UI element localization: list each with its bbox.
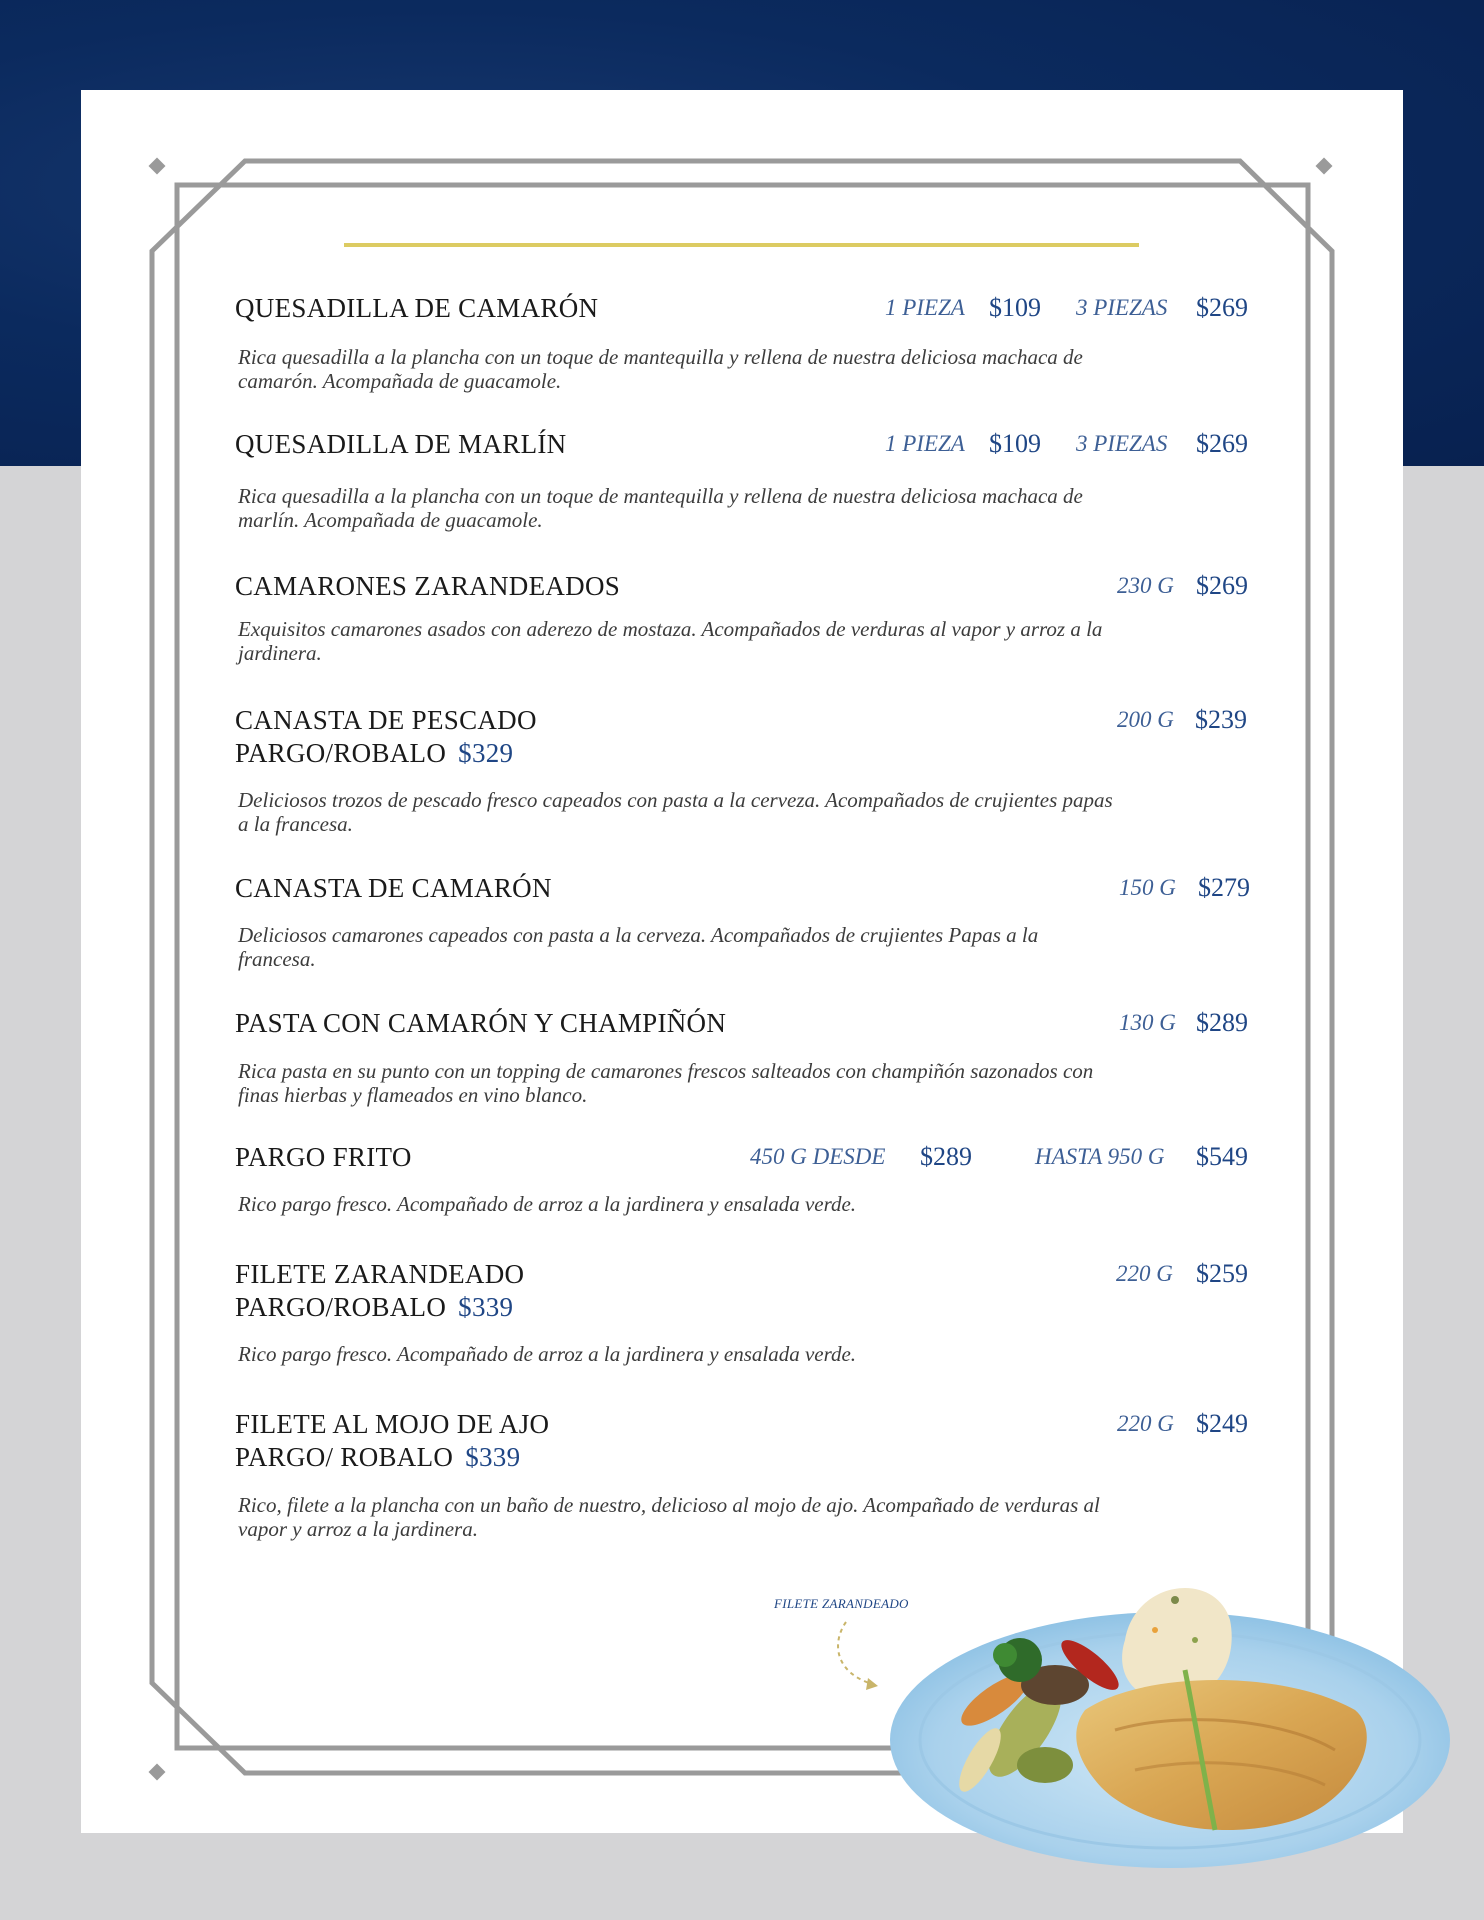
item-description: Deliciosos trozos de pescado fresco capeados con pasta a la cerveza. Acompañados de crujientes papas a la francesa. <box>238 788 1113 836</box>
price: $289 <box>920 1142 972 1171</box>
item-name: PARGO FRITO <box>235 1142 412 1172</box>
portion-label: HASTA 950 G <box>1035 1144 1165 1169</box>
item-subline <box>235 1290 513 1324</box>
subline-price: $329 <box>458 738 514 768</box>
price: $269 <box>1196 429 1248 458</box>
price: $279 <box>1198 873 1250 902</box>
item-name: PASTA CON CAMARÓN Y CHAMPIÑÓN <box>235 1008 727 1038</box>
diamond-ornament-top-left <box>149 158 166 175</box>
portion-label: 130 G <box>1119 1010 1176 1035</box>
portion-label: 220 G <box>1117 1411 1174 1436</box>
price: $109 <box>989 429 1041 458</box>
price: $269 <box>1196 571 1248 600</box>
item-name: QUESADILLA DE CAMARÓN <box>235 293 599 323</box>
portion-label: 150 G <box>1119 875 1176 900</box>
item-subline <box>235 1440 520 1474</box>
price: $239 <box>1195 705 1247 734</box>
price: $549 <box>1196 1142 1248 1171</box>
gold-title-rule <box>344 243 1139 247</box>
portion-label: 3 PIEZAS <box>1076 431 1168 456</box>
item-name: QUESADILLA DE MARLÍN <box>235 429 567 459</box>
item-name: CANASTA DE CAMARÓN <box>235 873 552 903</box>
diamond-ornament-bottom-left <box>149 1764 166 1781</box>
portion-label: 1 PIEZA <box>885 295 965 320</box>
fish-options: PARGO/ROBALO <box>235 1292 447 1322</box>
price: $289 <box>1196 1008 1248 1037</box>
fish-options: PARGO/ ROBALO <box>235 1442 454 1472</box>
price: $249 <box>1196 1409 1248 1438</box>
price: $269 <box>1196 293 1248 322</box>
item-name: FILETE ZARANDEADO <box>235 1259 525 1289</box>
item-description: Exquisitos camarones asados con aderezo de mostaza. Acompañados de verduras al vapor y arroz a la jardinera. <box>238 617 1103 665</box>
portion-label: 1 PIEZA <box>885 431 965 456</box>
portion-label: 220 G <box>1116 1261 1173 1286</box>
item-subline <box>235 736 513 770</box>
item-description: Rico pargo fresco. Acompañado de arroz a la jardinera y ensalada verde. <box>238 1192 857 1216</box>
item-name: FILETE AL MOJO DE AJO <box>235 1409 550 1439</box>
portion-label: 3 PIEZAS <box>1076 295 1168 320</box>
item-description: Rica quesadilla a la plancha con un toque de mantequilla y rellena de nuestra deliciosa machaca de marlín. Acompañada de guacamole. <box>238 484 1083 532</box>
price: $109 <box>989 293 1041 322</box>
item-name: CANASTA DE PESCADO <box>235 705 537 735</box>
fish-options: PARGO/ROBALO <box>235 738 447 768</box>
portion-label: 230 G <box>1117 573 1174 598</box>
price: $259 <box>1196 1259 1248 1288</box>
item-description: Rica quesadilla a la plancha con un toque de mantequilla y rellena de nuestra deliciosa machaca de camarón. Acompañada de guacamole. <box>238 345 1083 393</box>
diamond-ornament-top-right <box>1316 158 1333 175</box>
portion-label: 450 G DESDE <box>750 1144 886 1169</box>
item-description: Rico, filete a la plancha con un baño de nuestro, delicioso al mojo de ajo. Acompañado de verduras al vapor y arroz a la jardinera. <box>238 1493 1100 1541</box>
subline-price: $339 <box>458 1292 514 1322</box>
item-description: Rico pargo fresco. Acompañado de arroz a la jardinera y ensalada verde. <box>238 1342 857 1366</box>
item-description: Deliciosos camarones capeados con pasta a la cerveza. Acompañados de crujientes Papas a la francesa. <box>238 923 1039 971</box>
photo-caption: FILETE ZARANDEADO <box>774 1596 909 1611</box>
subline-price: $339 <box>465 1442 521 1472</box>
item-description: Rica pasta en su punto con un topping de camarones frescos salteados con champiñón sazonados con finas hierbas y flameados en vino blanco. <box>238 1059 1094 1107</box>
portion-label: 200 G <box>1117 707 1174 732</box>
item-name: CAMARONES ZARANDEADOS <box>235 571 621 601</box>
plated-fish-photo <box>885 1560 1455 1870</box>
